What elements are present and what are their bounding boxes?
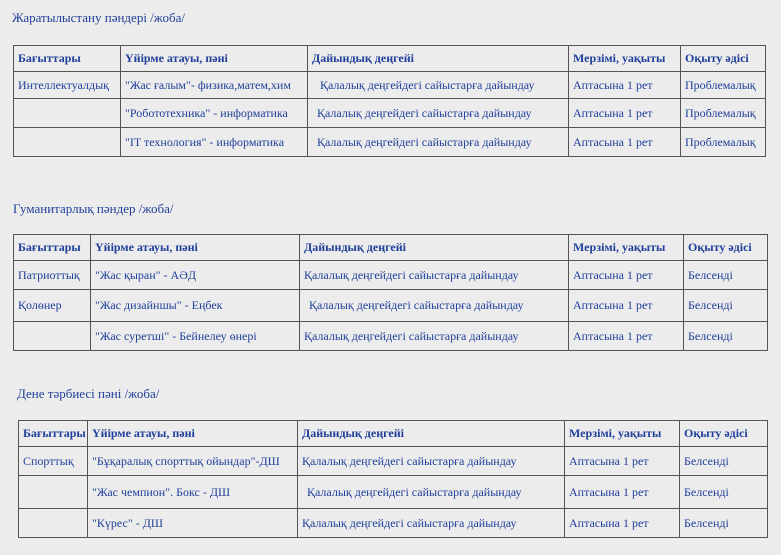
cell-club-name: "Жас қыран" - АӘД (91, 261, 300, 290)
cell-club-name: "Жас чемпион". Бокс - ДШ (88, 476, 298, 509)
header-schedule: Мерзімі, уақыты (565, 421, 680, 447)
table-humanities (13, 234, 768, 351)
section-title-natural-sciences: Жаратылыстану пәндері /жоба/ (12, 10, 185, 25)
section-title-physical-education: Дене тәрбиесі пәні /жоба/ (17, 386, 160, 401)
table-row (14, 290, 768, 322)
cell-schedule: Аптасына 1 рет (569, 99, 681, 128)
header-direction: Бағыттары (19, 421, 88, 447)
cell-schedule: Аптасына 1 рет (565, 509, 680, 538)
table-row (14, 322, 768, 351)
table-row (14, 261, 768, 290)
table-header-row (19, 421, 768, 447)
cell-method: Белсенді (684, 322, 768, 351)
cell-direction: Қолөнер (14, 290, 91, 322)
header-method: Оқыту әдісі (684, 235, 768, 261)
cell-method: Белсенді (680, 447, 768, 476)
table-row (19, 509, 768, 538)
header-level: Дайындық деңгейі (300, 235, 569, 261)
cell-method: Белсенді (680, 476, 768, 509)
cell-schedule: Аптасына 1 рет (569, 261, 684, 290)
cell-direction (19, 509, 88, 538)
cell-direction (14, 322, 91, 351)
cell-club-name: "Бұқаралық спорттық ойындар"-ДШ (88, 447, 298, 476)
cell-club-name: "Жас дизайншы" - Еңбек (91, 290, 300, 322)
cell-club-name: "IT технология" - информатика (121, 128, 308, 157)
header-club-name: Үйірме атауы, пәні (88, 421, 298, 447)
cell-method: Проблемалық (681, 128, 766, 157)
cell-level: Қалалық деңгейдегі сайыстарға дайындау (298, 476, 565, 509)
cell-level: Қалалық деңгейдегі сайыстарға дайындау (300, 261, 569, 290)
cell-club-name: "Жас ғалым"- физика,матем,хим (121, 72, 308, 99)
cell-direction: Патриоттық (14, 261, 91, 290)
cell-direction (19, 476, 88, 509)
cell-method: Белсенді (680, 509, 768, 538)
cell-level: Қалалық деңгейдегі сайыстарға дайындау (300, 290, 569, 322)
cell-level: Қалалық деңгейдегі сайыстарға дайындау (308, 128, 569, 157)
table-row (19, 476, 768, 509)
header-schedule: Мерзімі, уақыты (569, 46, 681, 72)
cell-schedule: Аптасына 1 рет (569, 128, 681, 157)
cell-club-name: "Жас суретші" - Бейнелеу өнері (91, 322, 300, 351)
header-method: Оқыту әдісі (680, 421, 768, 447)
cell-schedule: Аптасына 1 рет (569, 322, 684, 351)
cell-direction: Спорттық (19, 447, 88, 476)
section-title-humanities: Гуманитарлық пәндер /жоба/ (13, 201, 174, 216)
cell-club-name: "Робототехника" - информатика (121, 99, 308, 128)
table-physical-education (18, 420, 768, 538)
cell-level: Қалалық деңгейдегі сайыстарға дайындау (298, 447, 565, 476)
header-club-name: Үйірме атауы, пәні (121, 46, 308, 72)
cell-level: Қалалық деңгейдегі сайыстарға дайындау (300, 322, 569, 351)
header-schedule: Мерзімі, уақыты (569, 235, 684, 261)
cell-level: Қалалық деңгейдегі сайыстарға дайындау (308, 99, 569, 128)
cell-method: Белсенді (684, 290, 768, 322)
table-row (19, 447, 768, 476)
header-method: Оқыту әдісі (681, 46, 766, 72)
cell-level: Қалалық деңгейдегі сайыстарға дайындау (308, 72, 569, 99)
cell-level: Қалалық деңгейдегі сайыстарға дайындау (298, 509, 565, 538)
table-natural-sciences (13, 45, 766, 157)
table-row (14, 99, 766, 128)
header-club-name: Үйірме атауы, пәні (91, 235, 300, 261)
cell-schedule: Аптасына 1 рет (565, 476, 680, 509)
cell-direction (14, 99, 121, 128)
table-header-row (14, 46, 766, 72)
cell-club-name: "Күрес" - ДШ (88, 509, 298, 538)
cell-method: Белсенді (684, 261, 768, 290)
cell-direction (14, 128, 121, 157)
cell-method: Проблемалық (681, 99, 766, 128)
header-direction: Бағыттары (14, 46, 121, 72)
header-level: Дайындық деңгейі (298, 421, 565, 447)
header-level: Дайындық деңгейі (308, 46, 569, 72)
header-direction: Бағыттары (14, 235, 91, 261)
table-header-row (14, 235, 768, 261)
cell-schedule: Аптасына 1 рет (565, 447, 680, 476)
table-row (14, 72, 766, 99)
cell-schedule: Аптасына 1 рет (569, 290, 684, 322)
cell-schedule: Аптасына 1 рет (569, 72, 681, 99)
cell-method: Проблемалық (681, 72, 766, 99)
table-row (14, 128, 766, 157)
cell-direction: Интеллектуалдық (14, 72, 121, 99)
